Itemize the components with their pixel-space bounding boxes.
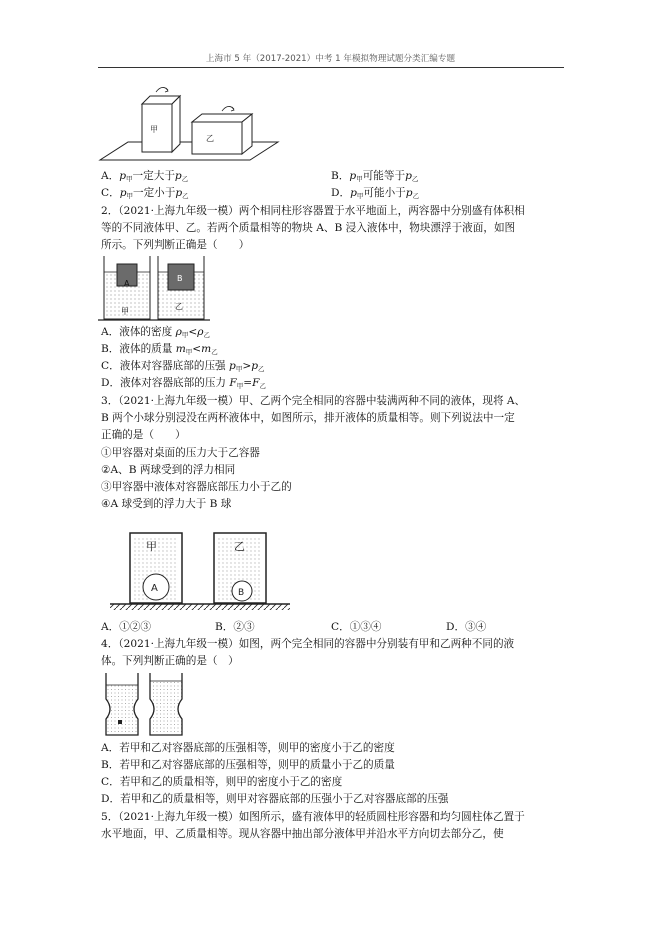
q3-label-jia: 甲	[146, 540, 157, 553]
q5-stem-line-1: 5．（2021·上海九年级一模）如图所示，盛有液体甲的轻质圆柱形容器和均匀圆柱体乙置于	[101, 811, 525, 823]
q1-figure	[98, 78, 278, 166]
q2-option-d: D．液体对容器底部的压力 $F_甲=F_乙$	[101, 377, 267, 390]
q3-stem-line-1: 3．（2021·上海九年级一模）甲、乙两个完全相同的容器中装满两种不同的液体，现将 A、	[101, 395, 526, 407]
q1-option-c: C．$p_甲$一定小于$p_乙$	[101, 187, 189, 200]
q1-option-d: D．$p_甲$可能小于$p_乙$	[331, 187, 420, 200]
q4-option-a: A．若甲和乙对容器底部的压强相等，则甲的密度小于乙的密度	[101, 742, 395, 754]
q3-option-c: C．①③④	[331, 621, 382, 633]
q4-stem-line-2: 体。下列判断正确的是（ ）	[101, 655, 239, 667]
q3-statement-1: ①甲容器对桌面的压力大于乙容器	[101, 447, 260, 459]
q5-stem-line-2: 水平地面，甲、乙质量相等。现从容器中抽出部分液体甲并沿水平方向切去部分乙，使	[101, 828, 504, 840]
page-header: 上海市 5 年（2017-2021）中考 1 年模拟物理试题分类汇编专题	[205, 54, 456, 64]
q4-figure	[100, 671, 192, 737]
q1-option-b: B．$p_甲$可能等于$p_乙$	[331, 170, 419, 183]
q2-stem-line-3: 所示。下列判断正确是（ ）	[101, 239, 250, 251]
q3-statement-4: ④A 球受到的浮力大于 B 球	[101, 498, 232, 510]
q1-label-jia: 甲	[150, 125, 158, 134]
q3-ball-a-label: A	[151, 583, 158, 594]
q2-block-b-label: B	[177, 274, 183, 283]
q2-stem-line-1: 2．（2021·上海九年级一模）两个相同柱形容器置于水平地面上，两容器中分别盛有体积相	[101, 205, 525, 217]
q4-option-c: C．若甲和乙的质量相等，则甲的密度小于乙的密度	[101, 776, 343, 788]
header-rule	[98, 67, 564, 68]
q2-stem-line-2: 等的不同液体甲、乙。若两个质量相等的物块 A、B 浸入液体中，物块漂浮于液面，如图	[101, 222, 516, 234]
q3-option-d: D．③④	[446, 621, 487, 633]
q4-stem-line-1: 4．（2021·上海九年级一模）如图，两个完全相同的容器中分别装有甲和乙两种不同的液	[101, 638, 515, 650]
q2-liquid-jia-label: 甲	[121, 307, 129, 316]
q2-figure	[98, 254, 210, 322]
q3-statement-3: ③甲容器中液体对容器底部压力小于乙的	[101, 481, 292, 493]
q3-label-yi: 乙	[234, 540, 245, 553]
q3-statement-2: ②A、B 两球受到的浮力相同	[101, 464, 236, 476]
q3-ball-b-label: B	[238, 588, 245, 598]
q4-option-b: B．若甲和乙对容器底部的压强相等，则甲的质量小于乙的质量	[101, 759, 395, 771]
q3-option-a: A．①②③	[101, 621, 152, 633]
q4-option-d: D．若甲和乙的质量相等，则甲对容器底部的压强小于乙对容器底部的压强	[101, 793, 449, 805]
q3-stem-line-2: B 两个小球分别浸没在两杯液体中，如图所示，排开液体的质量相等。则下列说法中一定	[101, 412, 515, 424]
q3-stem-line-3: 正确的是（ ）	[101, 429, 186, 441]
q1-label-yi: 乙	[206, 134, 214, 143]
q2-option-c: C．液体对容器底部的压强 $p_甲>p_乙$	[101, 360, 265, 373]
q2-liquid-yi-label: 乙	[175, 302, 183, 311]
q3-option-b: B．②③	[215, 621, 255, 633]
q3-figure	[110, 530, 290, 612]
q2-block-a-label: A	[124, 279, 130, 288]
q2-option-b: B．液体的质量 $m_甲<m_乙$	[101, 343, 218, 356]
q1-option-a: A．$p_甲$一定大于$p_乙$	[101, 170, 189, 183]
q2-option-a: A．液体的密度 $\rho_甲<\rho_乙$	[101, 326, 210, 339]
